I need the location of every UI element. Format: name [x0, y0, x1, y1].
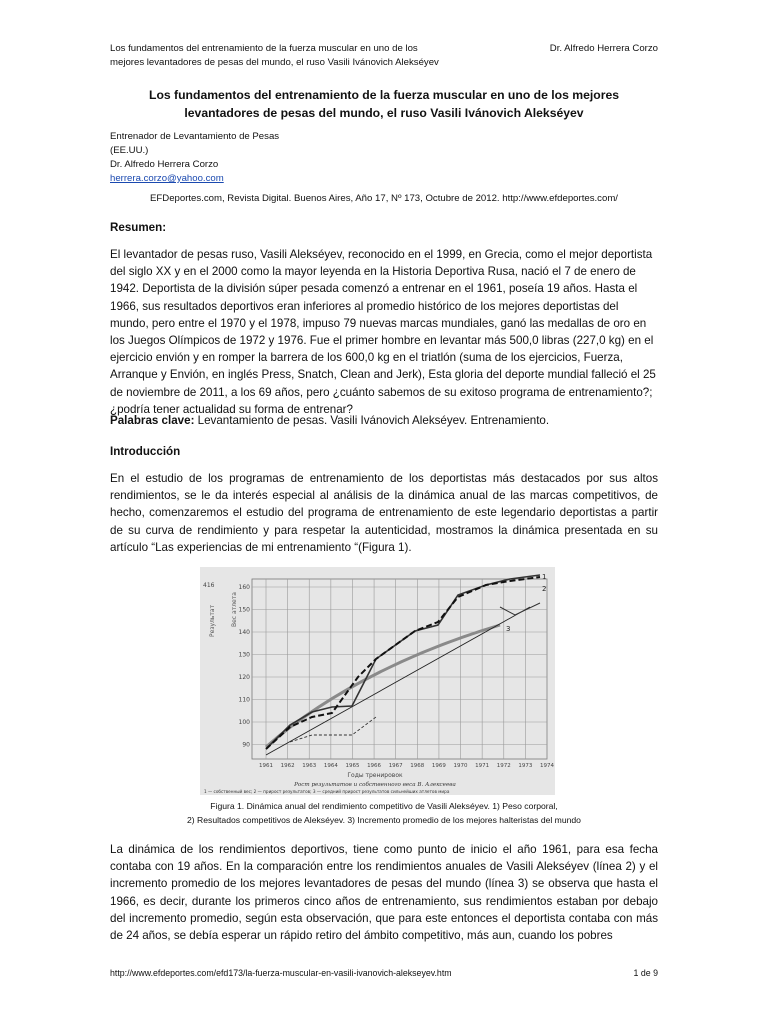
figure-1 — [200, 567, 555, 795]
intro-text: En el estudio de los programas de entrenamiento de los deportistas más destacados por sus altos rendimientos, se le da interés especial al análisis de la dinámica anual de las marcas competitivos, de hecho, comenzaremos el estudio del programa de entrenamiento de este legendario deportistas a partir de su curva de rendimiento y para respetar la autenticidad, mostramos la dinámica presentada en su artículo “Las experiencias de mi entrenamiento “(Figura 1). — [110, 472, 658, 554]
x-tick-label: 1969 — [431, 763, 446, 769]
y-tick-label: 150 — [238, 606, 250, 614]
x-tick-label: 1963 — [302, 763, 317, 769]
y-axis-label-right: Вес атлета — [231, 592, 238, 627]
intro-heading: Introducción — [110, 445, 181, 458]
line-label-3: 3 — [506, 625, 511, 633]
keywords-label: Palabras clave: — [110, 414, 195, 427]
citation: EFDeportes.com, Revista Digital. Buenos Aires, Año 17, Nº 173, Octubre de 2012. http://www.efdeportes.com/ — [150, 193, 618, 204]
page-number: 1 de 9 — [633, 968, 658, 978]
header-author: Dr. Alfredo Herrera Corzo — [549, 43, 658, 54]
x-tick-label: 1962 — [280, 763, 295, 769]
y-tick-label: 160 — [238, 584, 250, 591]
figure-caption — [110, 799, 658, 827]
footer-url[interactable]: http://www.efdeportes.com/efd173/la-fuerza-muscular-en-vasili-ivanovich-alekseyev.htm — [110, 968, 452, 978]
y-axis-label-left: Результат — [209, 604, 216, 637]
author-role: Entrenador de Levantamiento de Pesas — [110, 131, 280, 142]
figure-caption-ru: Рост результатов и собственного веса В. Алексеева — [294, 782, 456, 788]
header-title: Los fundamentos del entrenamiento de la fuerza muscular en uno de los mejores levantadores de pesas del mundo, el ruso Vasili Ivánovich Alekséyev — [110, 43, 439, 68]
resumen-heading: Resumen: — [110, 221, 167, 234]
y-tick-label: 130 — [238, 651, 250, 659]
y-tick-label: 140 — [238, 629, 250, 636]
x-tick-label: 1970 — [453, 763, 468, 769]
x-tick-label: 1974 — [540, 763, 554, 769]
line-label-2: 2 — [542, 585, 547, 593]
x-tick-label: 1971 — [475, 763, 490, 769]
y-tick-label: 100 — [238, 719, 250, 726]
author-email-link[interactable]: herrera.corzo@yahoo.com — [110, 173, 224, 184]
body-text: La dinámica de los rendimientos deportivos, tiene como punto de inicio el año 1961, para esa fecha contaba con 19 años. En la comparación entre los rendimientos anuales de Vasili Alekséyev (línea 2) y el incremento promedio de los mejores levantadores de pesas del mundo (línea 3) se observa que hasta el 1966, es decir, durante los primeros cinco años de entrenamiento, sus rendimientos estaban por debajo del incremento promedio, según esta observación, que para este entonces el deportista contaba con más de 24 años, se debía esperar un rápido retiro del ámbito competitivo, más aun, cuando los pobres — [110, 843, 658, 943]
author-name: Dr. Alfredo Herrera Corzo — [110, 159, 219, 170]
resumen-text: El levantador de pesas ruso, Vasili Alekséyev, reconocido en el 1999, en Grecia, como el mejor deportista del siglo XX y en el 2000 como la mayor leyenda en la Historia Deportiva Rusa, nació el 7 de enero de 1942. Deportista de la división súper pesada comenzó a entrenar en el 1961, poseía 19 años. Hasta el 1966, sus resultados deportivos eran inferiores al promedio histórico de los mejores deportistas del mundo, pero entre el 1970 y el 1978, impuso 79 nuevas marcas mundiales, ganó las medallas de oro en los Juegos Olímpicos de 1972 y 1976. Fue el primer hombre en levantar más 500,0 libras (227,0 kg) en el ejercicio envión y en romper la barrera de los 600,0 kg en el triatlón (suma de los ejercicios, Fuerza, Arranque y Envión, en inglés Press, Snatch, Clean and Jerk), Esta gloria del deporte mundial falleció el 25 de noviembre de 2011, a los 69 años, pero ¿cuánto sabemos de su exitoso programa de entrenamiento?; ¿podría tener actualidad su forma de entrenar? — [110, 248, 656, 416]
y-tick-label: 90 — [242, 741, 250, 749]
x-tick-label: 1967 — [388, 763, 403, 769]
keywords — [110, 412, 658, 429]
article-title: Los fundamentos del entrenamiento de la fuerza muscular en uno de los mejores levantadores de pesas del mundo, el ruso Vasili Ivánovich Alekséyev — [149, 88, 619, 120]
caption-line-2: 2) Resultados competitivos de Alekséyev. 3) Incremento promedio de los mejores halteristas del mundo — [187, 815, 581, 825]
x-tick-label: 1964 — [323, 763, 338, 769]
x-tick-label: 1961 — [259, 763, 273, 769]
keywords-text: Levantamiento de pesas. Vasili Ivánovich Alekséyev. Entrenamiento. — [194, 414, 550, 427]
x-tick-label: 1966 — [367, 763, 382, 769]
x-tick-label: 1968 — [410, 763, 425, 769]
line-label-1: 1 — [542, 573, 547, 581]
figure-chart — [200, 567, 555, 795]
x-axis-label: Годы тренировок — [347, 772, 403, 779]
y-tick-label: 110 — [238, 696, 250, 704]
author-block — [110, 130, 279, 186]
x-tick-label: 1973 — [518, 763, 533, 769]
y-tick-label: 120 — [238, 674, 250, 681]
caption-line-1: Figura 1. Dinámica anual del rendimiento competitivo de Vasili Alekséyev. 1) Peso corporal, — [210, 801, 558, 811]
author-country: (EE.UU.) — [110, 145, 149, 156]
x-tick-label: 1972 — [496, 763, 511, 769]
x-tick-label: 1965 — [345, 763, 360, 769]
figure-legend-ru: 1 — собственный вес; 2 — прирост результатов; 3 — средний прирост результатов сильнейших атлетов мира — [204, 789, 450, 794]
y-tick-left-0: 416 — [203, 582, 215, 589]
page-footer — [110, 968, 658, 978]
